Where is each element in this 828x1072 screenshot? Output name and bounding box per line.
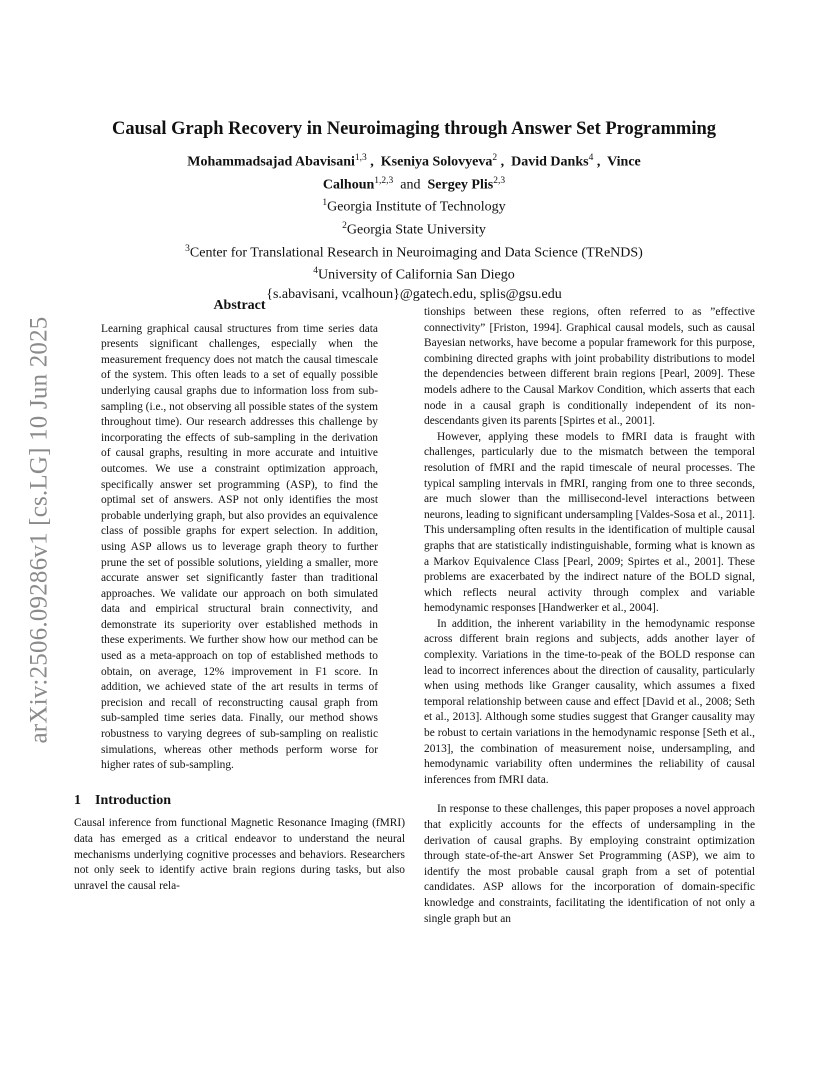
arxiv-stamp	[20, 300, 58, 760]
affiliation-name: Georgia State University	[346, 222, 486, 238]
paper-header	[60, 117, 768, 304]
author-list: Mohammadsajad Abavisani$^{1,3}$ , Kseniya Solovyeva$^2$ , David Danks$^4$ , Vince Calhoun$^{1,2,3}$ and Sergey Plis$^{2,3}$	[187, 153, 641, 193]
author-emails: {s.abavisani, vcalhoun}@gatech.edu, splis@gsu.edu	[266, 286, 562, 302]
body-paragraph: In addition, the inherent variability in the hemodynamic response across different brain regions and subjects, adds another layer of complexity. Variations in the time-to-peak of the BOLD response can lead to incorrect inferences about the direction of causality, particularly when using methods like Granger causality, which assumes a fixed temporal relationship between cause and effect [David et al., 2008; Seth et al., 2013]. Although some studies suggest that Granger causality may be robust to certain variations in the hemodynamic response [Seth et al., 2013], the combination of measurement noise, undersampling, and hemodynamic variability often undermines the reliability of causal inferences from fMRI data.	[424, 617, 755, 786]
affiliation-sup: 4	[313, 266, 318, 277]
section-number: 1	[74, 792, 81, 808]
affiliation-sup: 2	[342, 220, 347, 231]
author-affil-sup: 4	[588, 153, 594, 163]
author-name: Kseniya Solovyeva	[380, 154, 493, 170]
affiliation-name: Georgia Institute of Technology	[327, 199, 506, 215]
abstract-heading: Abstract	[213, 298, 266, 313]
author-name: Sergey Plis	[427, 177, 494, 193]
body-paragraph: In response to these challenges, this paper proposes a novel approach that explicitly accounts for the effects of undersampling in the derivation of causal graphs. By employing constraint optimization through state-of-the-art Answer Set Programming (ASP), we aim to identify the most probable causal graph from a set of potential candidates. ASP allows for the incorporation of domain-specific knowledge and constraints, facilitating the identification of not only a single graph but an	[424, 803, 755, 925]
affiliation-line	[60, 194, 768, 217]
author-name: Mohammadsajad Abavisani	[187, 154, 355, 170]
section-title: Introduction	[95, 792, 171, 808]
affiliation-line	[60, 262, 768, 285]
author-name: David Danks	[511, 154, 589, 170]
paper-title: Causal Graph Recovery in Neuroimaging through Answer Set Programming	[112, 119, 716, 139]
affiliation-name: Center for Translational Research in Neuroimaging and Data Science (TReNDS)	[189, 245, 643, 261]
affiliation-sup: 3	[185, 243, 190, 254]
author-affil-sup: 1,2,3	[374, 175, 394, 186]
abstract-text: Learning graphical causal structures from time series data presents significant challenges, especially when the measurement frequency does not match the causal timescale of the system. This often leads to a set of equally possible underlying causal graphs due to information loss from sub-sampling (i.e., not observing all possible states of the system throughout time). Our research addresses this challenge by incorporating the effects of sub-sampling in the derivation of causal graphs, resulting in more accurate and intuitive outcomes. We use a constraint optimization approach, specifically answer set programming (ASP), to find the optimal set of answers. ASP not only identifies the most probable underlying graph, but also provides an equivalence class of possible graphs for expert selection. In addition, using ASP allows us to leverage graph theory to further prune the set of possible solutions, yielding a smaller, more accurate answer set significantly faster than traditional approaches. We validate our approach on both simulated data and empirical structural brain connectivity, and demonstrate its superiority over established methods in these experiments. We further show how our method can be used as a meta-approach on top of established methods to obtain, on average, 12% improvement in F1 score. In addition, we achieved state of the art results in terms of precision and recall of reconstructing causal graph from sub-sampled time series data. Finally, our method shows robustness to varying degrees of sub-sampling on realistic simulations, whereas other methods perform worse for higher rates of sub-sampling.	[101, 322, 378, 772]
author-affil-sup: 2,3	[493, 175, 506, 186]
author-name: Calhoun	[322, 177, 375, 193]
author-affil-sup: 1,3	[354, 153, 367, 163]
author-name: Vince	[607, 154, 641, 170]
author-affil-sup: 2	[492, 153, 498, 163]
affiliation-sup: 1	[322, 198, 328, 209]
affiliation-line	[60, 240, 768, 263]
body-paragraph: tionships between these regions, often referred to as ”effective connectivity” [Friston, 1994]. Graphical causal models, such as causal Bayesian networks, have become a popular framework for this purpose, combining directed graphs with joint probability distributions to model the dependencies between different brain regions [Pearl, 2009]. These models adhere to the Causal Markov Condition, which asserts that each node in a causal graph is conditionally independent of its non-descendants given its parents [Spirtes et al., 2001].	[424, 306, 755, 428]
section-heading-introduction	[74, 793, 405, 809]
right-column	[424, 305, 755, 927]
body-paragraph: However, applying these models to fMRI data is fraught with challenges, particularly due to the mismatch between the temporal resolution of fMRI and the rapid timescale of neural processes. The typical sampling intervals in fMRI, ranging from one to three seconds, are much slower than the millisecond-level interactions between neurons, leading to significant undersampling [Valdes-Sosa et al., 2011]. This undersampling often results in the identification of multiple causal graphs that are statistically indistinguishable, forming what is known as a Markov Equivalence Class [Pearl, 2009; Spirtes et al., 2001]. These problems are exacerbated by the indirect nature of the BOLD signal, which reflects neural activity through complex and variable hemodynamic responses [Handwerker et al., 2004].	[424, 430, 755, 615]
intro-paragraph: Causal inference from functional Magnetic Resonance Imaging (fMRI) data has emerged as a critical endeavor to understand the neural mechanisms underlying cognitive processes and behaviors. Researchers not only seek to identify active brain regions during tasks, but also unravel the causal rela-	[74, 817, 405, 892]
and-word: and	[400, 177, 421, 193]
left-column	[74, 298, 405, 894]
affiliation-line	[60, 217, 768, 240]
arxiv-stamp-text: arXiv:2506.09286v1 [cs.LG] 10 Jun 2025	[25, 316, 52, 744]
affiliation-name: University of California San Diego	[318, 267, 515, 283]
